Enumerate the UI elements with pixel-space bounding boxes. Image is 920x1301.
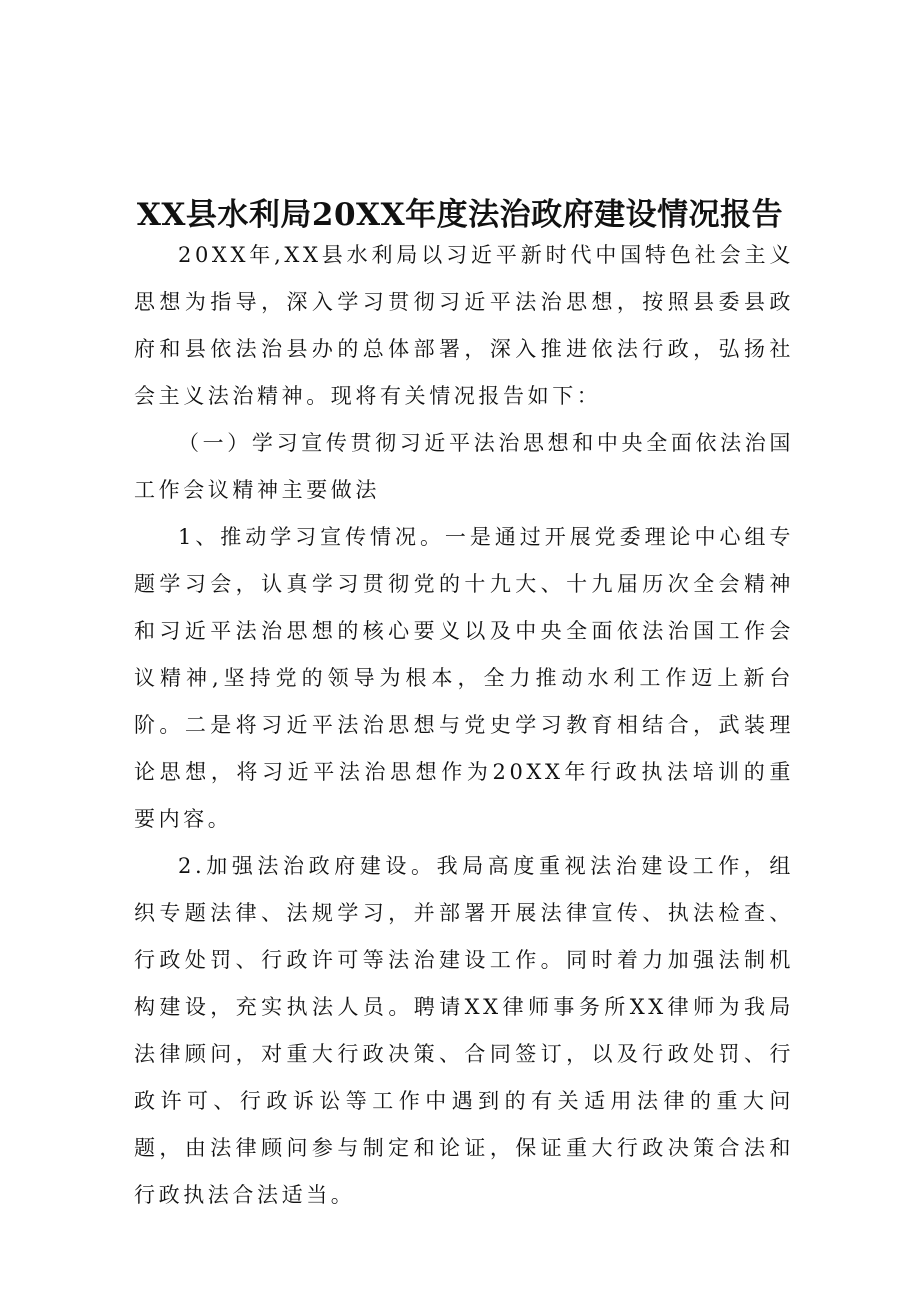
item-2-paragraph: 2.加强法治政府建设。我局高度重视法治建设工作，组织专题法律、法规学习，并部署开展法律宣传、执法检查、行政处罚、行政许可等法治建设工作。同时着力加强法制机构建设，充实执法人员。聘请XX律师事务所XX律师为我局法律顾问，对重大行政决策、合同签订，以及行政处罚、行政许可、行政诉讼等工作中遇到的有关适用法律的重大问题，由法律顾问参与制定和论证，保证重大行政决策合法和行政执法合法适当。 [134, 854, 794, 1207]
document-title: XX县水利局20XX年度法治政府建设情况报告 [136, 196, 784, 233]
intro-paragraph: 20XX年,XX县水利局以习近平新时代中国特色社会主义思想为指导，深入学习贯彻习近平法治思想，按照县委县政府和县依法治县办的总体部署，深入推进依法行政，弘扬社会主义法治精神。现将有关情况报告如下： [134, 243, 794, 408]
section-heading: （一）学习宣传贯彻习近平法治思想和中央全面依法治国工作会议精神主要做法 [134, 431, 794, 502]
document-body [134, 232, 794, 1219]
item-1-paragraph: 1、推动学习宣传情况。一是通过开展党委理论中心组专题学习会，认真学习贯彻党的十九大、十九届历次全会精神和习近平法治思想的核心要义以及中央全面依法治国工作会议精神,坚持党的领导为根本，全力推动水利工作迈上新台阶。二是将习近平法治思想与党史学习教育相结合，武装理论思想，将习近平法治思想作为20XX年行政执法培训的重要内容。 [134, 525, 794, 831]
